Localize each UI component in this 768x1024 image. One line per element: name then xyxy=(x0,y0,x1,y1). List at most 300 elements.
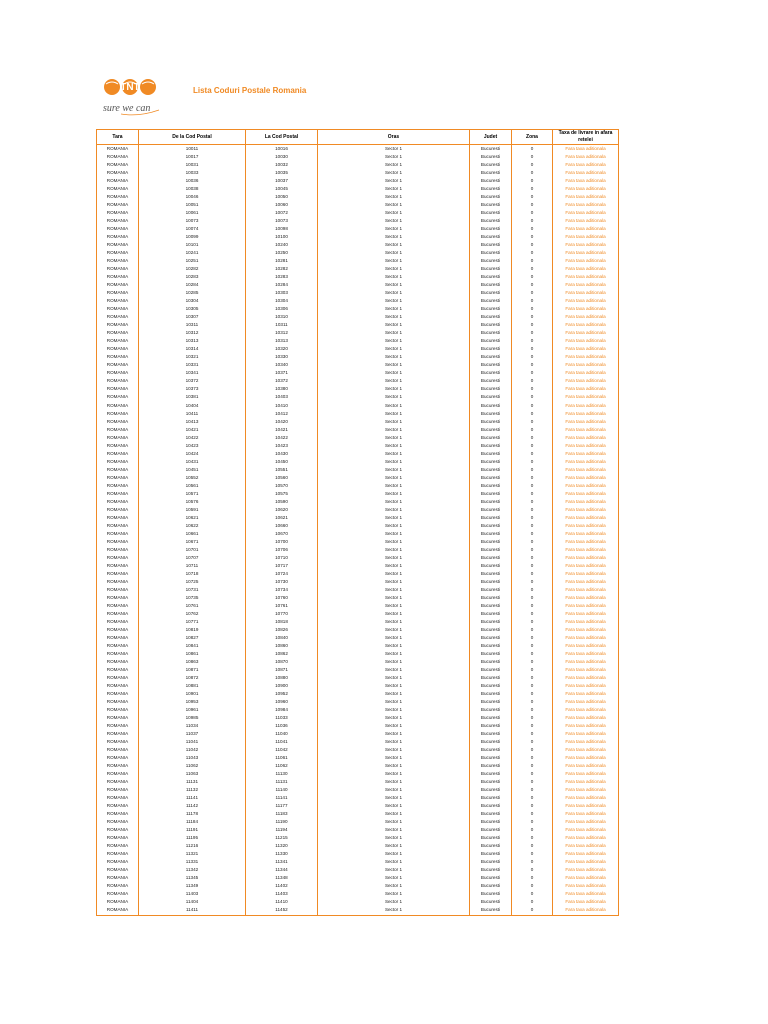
cell-zona: 0 xyxy=(512,794,553,802)
cell-la-cod-postal: 10100 xyxy=(246,233,318,241)
cell-oras: Sector 1 xyxy=(318,225,470,233)
cell-oras: Sector 1 xyxy=(318,145,470,154)
cell-la-cod-postal: 10320 xyxy=(246,345,318,353)
cell-de-la-cod-postal: 11349 xyxy=(139,882,246,890)
cell-oras: Sector 1 xyxy=(318,586,470,594)
cell-de-la-cod-postal: 10762 xyxy=(139,610,246,618)
cell-tara: ROMANIA xyxy=(97,185,139,193)
cell-zona: 0 xyxy=(512,209,553,217)
column-header-tara: Tara xyxy=(97,130,139,145)
cell-de-la-cod-postal: 10031 xyxy=(139,161,246,169)
cell-de-la-cod-postal: 11062 xyxy=(139,762,246,770)
cell-la-cod-postal: 11041 xyxy=(246,738,318,746)
cell-de-la-cod-postal: 10861 xyxy=(139,650,246,658)
cell-oras: Sector 1 xyxy=(318,177,470,185)
cell-tara: ROMANIA xyxy=(97,466,139,474)
cell-judet: Bucuresti xyxy=(470,522,512,530)
cell-la-cod-postal: 11131 xyxy=(246,778,318,786)
cell-taxa: Fara taxa aditionala xyxy=(553,754,619,762)
cell-zona: 0 xyxy=(512,602,553,610)
cell-tara: ROMANIA xyxy=(97,385,139,393)
table-row xyxy=(97,233,619,241)
cell-judet: Bucuresti xyxy=(470,706,512,714)
cell-tara: ROMANIA xyxy=(97,690,139,698)
cell-tara: ROMANIA xyxy=(97,418,139,426)
cell-zona: 0 xyxy=(512,345,553,353)
cell-la-cod-postal: 10045 xyxy=(246,185,318,193)
cell-de-la-cod-postal: 11041 xyxy=(139,738,246,746)
cell-la-cod-postal: 11341 xyxy=(246,858,318,866)
cell-judet: Bucuresti xyxy=(470,289,512,297)
column-header-oras: Oras xyxy=(318,130,470,145)
cell-zona: 0 xyxy=(512,169,553,177)
table-row xyxy=(97,722,619,730)
table-row xyxy=(97,385,619,393)
table-row xyxy=(97,826,619,834)
cell-oras: Sector 1 xyxy=(318,746,470,754)
cell-judet: Bucuresti xyxy=(470,169,512,177)
cell-zona: 0 xyxy=(512,770,553,778)
cell-la-cod-postal: 10700 xyxy=(246,538,318,546)
cell-tara: ROMANIA xyxy=(97,898,139,906)
cell-oras: Sector 1 xyxy=(318,706,470,714)
cell-de-la-cod-postal: 10711 xyxy=(139,562,246,570)
cell-taxa: Fara taxa aditionala xyxy=(553,874,619,882)
cell-zona: 0 xyxy=(512,305,553,313)
cell-oras: Sector 1 xyxy=(318,345,470,353)
cell-judet: Bucuresti xyxy=(470,682,512,690)
cell-judet: Bucuresti xyxy=(470,546,512,554)
cell-oras: Sector 1 xyxy=(318,305,470,313)
cell-tara: ROMANIA xyxy=(97,281,139,289)
cell-tara: ROMANIA xyxy=(97,546,139,554)
cell-judet: Bucuresti xyxy=(470,650,512,658)
cell-de-la-cod-postal: 10591 xyxy=(139,506,246,514)
table-row xyxy=(97,402,619,410)
cell-oras: Sector 1 xyxy=(318,257,470,265)
cell-judet: Bucuresti xyxy=(470,530,512,538)
cell-zona: 0 xyxy=(512,193,553,201)
table-row xyxy=(97,578,619,586)
cell-zona: 0 xyxy=(512,257,553,265)
cell-zona: 0 xyxy=(512,690,553,698)
cell-taxa: Fara taxa aditionala xyxy=(553,177,619,185)
cell-oras: Sector 1 xyxy=(318,794,470,802)
table-row xyxy=(97,418,619,426)
cell-tara: ROMANIA xyxy=(97,177,139,185)
cell-de-la-cod-postal: 10033 xyxy=(139,169,246,177)
cell-de-la-cod-postal: 10073 xyxy=(139,217,246,225)
cell-zona: 0 xyxy=(512,353,553,361)
cell-oras: Sector 1 xyxy=(318,538,470,546)
cell-de-la-cod-postal: 10731 xyxy=(139,586,246,594)
cell-zona: 0 xyxy=(512,810,553,818)
cell-la-cod-postal: 10283 xyxy=(246,273,318,281)
cell-tara: ROMANIA xyxy=(97,722,139,730)
cell-taxa: Fara taxa aditionala xyxy=(553,249,619,257)
cell-judet: Bucuresti xyxy=(470,714,512,722)
cell-judet: Bucuresti xyxy=(470,442,512,450)
cell-tara: ROMANIA xyxy=(97,490,139,498)
cell-de-la-cod-postal: 10404 xyxy=(139,402,246,410)
cell-zona: 0 xyxy=(512,746,553,754)
cell-oras: Sector 1 xyxy=(318,634,470,642)
cell-oras: Sector 1 xyxy=(318,249,470,257)
cell-zona: 0 xyxy=(512,442,553,450)
table-row xyxy=(97,169,619,177)
cell-oras: Sector 1 xyxy=(318,209,470,217)
cell-tara: ROMANIA xyxy=(97,145,139,154)
cell-zona: 0 xyxy=(512,289,553,297)
cell-taxa: Fara taxa aditionala xyxy=(553,241,619,249)
cell-taxa: Fara taxa aditionala xyxy=(553,257,619,265)
cell-judet: Bucuresti xyxy=(470,329,512,337)
cell-taxa: Fara taxa aditionala xyxy=(553,161,619,169)
cell-oras: Sector 1 xyxy=(318,610,470,618)
cell-judet: Bucuresti xyxy=(470,898,512,906)
cell-de-la-cod-postal: 11195 xyxy=(139,834,246,842)
cell-la-cod-postal: 10984 xyxy=(246,706,318,714)
cell-oras: Sector 1 xyxy=(318,434,470,442)
cell-de-la-cod-postal: 10373 xyxy=(139,385,246,393)
cell-la-cod-postal: 11040 xyxy=(246,730,318,738)
cell-zona: 0 xyxy=(512,570,553,578)
cell-zona: 0 xyxy=(512,361,553,369)
cell-judet: Bucuresti xyxy=(470,602,512,610)
cell-de-la-cod-postal: 11132 xyxy=(139,786,246,794)
cell-taxa: Fara taxa aditionala xyxy=(553,842,619,850)
cell-de-la-cod-postal: 11411 xyxy=(139,906,246,915)
table-row xyxy=(97,730,619,738)
cell-tara: ROMANIA xyxy=(97,506,139,514)
cell-la-cod-postal: 10371 xyxy=(246,369,318,377)
column-header-judet: Judet xyxy=(470,130,512,145)
cell-tara: ROMANIA xyxy=(97,337,139,345)
cell-judet: Bucuresti xyxy=(470,858,512,866)
cell-taxa: Fara taxa aditionala xyxy=(553,826,619,834)
cell-zona: 0 xyxy=(512,842,553,850)
cell-zona: 0 xyxy=(512,898,553,906)
cell-tara: ROMANIA xyxy=(97,249,139,257)
cell-la-cod-postal: 11194 xyxy=(246,826,318,834)
cell-la-cod-postal: 10960 xyxy=(246,698,318,706)
cell-judet: Bucuresti xyxy=(470,369,512,377)
cell-tara: ROMANIA xyxy=(97,602,139,610)
cell-zona: 0 xyxy=(512,538,553,546)
cell-oras: Sector 1 xyxy=(318,377,470,385)
cell-la-cod-postal: 10098 xyxy=(246,225,318,233)
cell-judet: Bucuresti xyxy=(470,642,512,650)
cell-judet: Bucuresti xyxy=(470,361,512,369)
cell-zona: 0 xyxy=(512,714,553,722)
cell-tara: ROMANIA xyxy=(97,562,139,570)
cell-zona: 0 xyxy=(512,273,553,281)
cell-de-la-cod-postal: 10422 xyxy=(139,434,246,442)
cell-de-la-cod-postal: 10819 xyxy=(139,626,246,634)
cell-oras: Sector 1 xyxy=(318,738,470,746)
cell-taxa: Fara taxa aditionala xyxy=(553,890,619,898)
cell-tara: ROMANIA xyxy=(97,658,139,666)
table-row xyxy=(97,257,619,265)
cell-oras: Sector 1 xyxy=(318,666,470,674)
table-row xyxy=(97,153,619,161)
cell-taxa: Fara taxa aditionala xyxy=(553,450,619,458)
cell-de-la-cod-postal: 10038 xyxy=(139,185,246,193)
cell-de-la-cod-postal: 10321 xyxy=(139,353,246,361)
table-row xyxy=(97,458,619,466)
table-row xyxy=(97,145,619,154)
table-row xyxy=(97,778,619,786)
cell-la-cod-postal: 10050 xyxy=(246,193,318,201)
cell-zona: 0 xyxy=(512,906,553,915)
cell-de-la-cod-postal: 10571 xyxy=(139,490,246,498)
table-row xyxy=(97,193,619,201)
table-row xyxy=(97,281,619,289)
cell-judet: Bucuresti xyxy=(470,185,512,193)
cell-la-cod-postal: 10590 xyxy=(246,498,318,506)
cell-oras: Sector 1 xyxy=(318,906,470,915)
cell-judet: Bucuresti xyxy=(470,177,512,185)
cell-judet: Bucuresti xyxy=(470,466,512,474)
cell-de-la-cod-postal: 10099 xyxy=(139,233,246,241)
cell-de-la-cod-postal: 11321 xyxy=(139,850,246,858)
column-header-zona: Zona xyxy=(512,130,553,145)
cell-zona: 0 xyxy=(512,161,553,169)
cell-tara: ROMANIA xyxy=(97,802,139,810)
cell-tara: ROMANIA xyxy=(97,882,139,890)
cell-la-cod-postal: 10312 xyxy=(246,329,318,337)
cell-la-cod-postal: 11061 xyxy=(246,754,318,762)
cell-taxa: Fara taxa aditionala xyxy=(553,858,619,866)
cell-zona: 0 xyxy=(512,450,553,458)
cell-zona: 0 xyxy=(512,562,553,570)
cell-oras: Sector 1 xyxy=(318,185,470,193)
cell-oras: Sector 1 xyxy=(318,530,470,538)
cell-la-cod-postal: 10840 xyxy=(246,634,318,642)
cell-judet: Bucuresti xyxy=(470,786,512,794)
cell-oras: Sector 1 xyxy=(318,802,470,810)
cell-taxa: Fara taxa aditionala xyxy=(553,722,619,730)
table-row xyxy=(97,682,619,690)
cell-judet: Bucuresti xyxy=(470,305,512,313)
cell-oras: Sector 1 xyxy=(318,410,470,418)
cell-judet: Bucuresti xyxy=(470,402,512,410)
cell-de-la-cod-postal: 10282 xyxy=(139,265,246,273)
cell-oras: Sector 1 xyxy=(318,690,470,698)
cell-taxa: Fara taxa aditionala xyxy=(553,866,619,874)
cell-judet: Bucuresti xyxy=(470,217,512,225)
table-row xyxy=(97,201,619,209)
cell-de-la-cod-postal: 11331 xyxy=(139,858,246,866)
table-row xyxy=(97,345,619,353)
cell-zona: 0 xyxy=(512,474,553,482)
cell-tara: ROMANIA xyxy=(97,265,139,273)
cell-judet: Bucuresti xyxy=(470,249,512,257)
cell-taxa: Fara taxa aditionala xyxy=(553,434,619,442)
table-row xyxy=(97,650,619,658)
cell-judet: Bucuresti xyxy=(470,562,512,570)
cell-taxa: Fara taxa aditionala xyxy=(553,402,619,410)
logo-ball-right xyxy=(140,79,156,95)
cell-oras: Sector 1 xyxy=(318,682,470,690)
cell-zona: 0 xyxy=(512,393,553,401)
cell-zona: 0 xyxy=(512,145,553,154)
cell-tara: ROMANIA xyxy=(97,538,139,546)
cell-zona: 0 xyxy=(512,618,553,626)
cell-oras: Sector 1 xyxy=(318,514,470,522)
cell-judet: Bucuresti xyxy=(470,426,512,434)
cell-taxa: Fara taxa aditionala xyxy=(553,145,619,154)
table-row xyxy=(97,217,619,225)
cell-zona: 0 xyxy=(512,530,553,538)
cell-judet: Bucuresti xyxy=(470,514,512,522)
logo-brand-text: TNT xyxy=(120,82,140,93)
table-row xyxy=(97,490,619,498)
cell-zona: 0 xyxy=(512,153,553,161)
cell-taxa: Fara taxa aditionala xyxy=(553,217,619,225)
cell-zona: 0 xyxy=(512,201,553,209)
table-row xyxy=(97,450,619,458)
cell-oras: Sector 1 xyxy=(318,169,470,177)
cell-la-cod-postal: 10730 xyxy=(246,578,318,586)
cell-tara: ROMANIA xyxy=(97,634,139,642)
cell-taxa: Fara taxa aditionala xyxy=(553,898,619,906)
cell-de-la-cod-postal: 10424 xyxy=(139,450,246,458)
cell-oras: Sector 1 xyxy=(318,297,470,305)
cell-la-cod-postal: 11402 xyxy=(246,882,318,890)
table-row xyxy=(97,482,619,490)
cell-tara: ROMANIA xyxy=(97,746,139,754)
cell-taxa: Fara taxa aditionala xyxy=(553,626,619,634)
cell-oras: Sector 1 xyxy=(318,337,470,345)
cell-oras: Sector 1 xyxy=(318,361,470,369)
cell-zona: 0 xyxy=(512,458,553,466)
cell-la-cod-postal: 10560 xyxy=(246,474,318,482)
cell-de-la-cod-postal: 10305 xyxy=(139,305,246,313)
cell-judet: Bucuresti xyxy=(470,818,512,826)
table-row xyxy=(97,530,619,538)
table-row xyxy=(97,177,619,185)
column-header-de-la-cod-postal: De la Cod Postal xyxy=(139,130,246,145)
table-row xyxy=(97,265,619,273)
cell-tara: ROMANIA xyxy=(97,874,139,882)
table-row xyxy=(97,666,619,674)
cell-taxa: Fara taxa aditionala xyxy=(553,418,619,426)
cell-oras: Sector 1 xyxy=(318,578,470,586)
cell-oras: Sector 1 xyxy=(318,385,470,393)
cell-la-cod-postal: 10412 xyxy=(246,410,318,418)
table-row xyxy=(97,738,619,746)
cell-taxa: Fara taxa aditionala xyxy=(553,834,619,842)
cell-tara: ROMANIA xyxy=(97,329,139,337)
cell-tara: ROMANIA xyxy=(97,498,139,506)
cell-tara: ROMANIA xyxy=(97,530,139,538)
cell-tara: ROMANIA xyxy=(97,474,139,482)
cell-taxa: Fara taxa aditionala xyxy=(553,377,619,385)
cell-de-la-cod-postal: 10561 xyxy=(139,482,246,490)
cell-oras: Sector 1 xyxy=(318,369,470,377)
cell-taxa: Fara taxa aditionala xyxy=(553,802,619,810)
cell-la-cod-postal: 11141 xyxy=(246,794,318,802)
cell-oras: Sector 1 xyxy=(318,882,470,890)
cell-oras: Sector 1 xyxy=(318,730,470,738)
table-row xyxy=(97,185,619,193)
cell-la-cod-postal: 10304 xyxy=(246,297,318,305)
cell-zona: 0 xyxy=(512,674,553,682)
cell-judet: Bucuresti xyxy=(470,538,512,546)
cell-taxa: Fara taxa aditionala xyxy=(553,273,619,281)
cell-zona: 0 xyxy=(512,826,553,834)
cell-tara: ROMANIA xyxy=(97,730,139,738)
table-row xyxy=(97,289,619,297)
cell-la-cod-postal: 10403 xyxy=(246,393,318,401)
cell-taxa: Fara taxa aditionala xyxy=(553,426,619,434)
cell-zona: 0 xyxy=(512,762,553,770)
cell-judet: Bucuresti xyxy=(470,297,512,305)
cell-de-la-cod-postal: 10872 xyxy=(139,674,246,682)
cell-taxa: Fara taxa aditionala xyxy=(553,361,619,369)
cell-la-cod-postal: 10422 xyxy=(246,434,318,442)
table-row xyxy=(97,442,619,450)
cell-taxa: Fara taxa aditionala xyxy=(553,594,619,602)
table-row xyxy=(97,746,619,754)
cell-tara: ROMANIA xyxy=(97,458,139,466)
cell-taxa: Fara taxa aditionala xyxy=(553,658,619,666)
cell-oras: Sector 1 xyxy=(318,321,470,329)
table-row xyxy=(97,329,619,337)
table-row xyxy=(97,249,619,257)
cell-tara: ROMANIA xyxy=(97,578,139,586)
cell-tara: ROMANIA xyxy=(97,674,139,682)
cell-taxa: Fara taxa aditionala xyxy=(553,281,619,289)
cell-de-la-cod-postal: 10381 xyxy=(139,393,246,401)
cell-zona: 0 xyxy=(512,466,553,474)
cell-judet: Bucuresti xyxy=(470,193,512,201)
cell-zona: 0 xyxy=(512,297,553,305)
cell-la-cod-postal: 10760 xyxy=(246,594,318,602)
cell-judet: Bucuresti xyxy=(470,826,512,834)
cell-la-cod-postal: 10570 xyxy=(246,482,318,490)
cell-oras: Sector 1 xyxy=(318,618,470,626)
table-row xyxy=(97,690,619,698)
cell-judet: Bucuresti xyxy=(470,618,512,626)
cell-oras: Sector 1 xyxy=(318,490,470,498)
cell-de-la-cod-postal: 10827 xyxy=(139,634,246,642)
cell-judet: Bucuresti xyxy=(470,874,512,882)
cell-de-la-cod-postal: 10313 xyxy=(139,337,246,345)
cell-tara: ROMANIA xyxy=(97,594,139,602)
cell-oras: Sector 1 xyxy=(318,834,470,842)
cell-taxa: Fara taxa aditionala xyxy=(553,466,619,474)
cell-zona: 0 xyxy=(512,722,553,730)
cell-la-cod-postal: 10621 xyxy=(246,514,318,522)
cell-judet: Bucuresti xyxy=(470,490,512,498)
cell-de-la-cod-postal: 11178 xyxy=(139,810,246,818)
cell-zona: 0 xyxy=(512,778,553,786)
cell-judet: Bucuresti xyxy=(470,690,512,698)
cell-tara: ROMANIA xyxy=(97,345,139,353)
cell-tara: ROMANIA xyxy=(97,666,139,674)
cell-la-cod-postal: 10380 xyxy=(246,385,318,393)
cell-zona: 0 xyxy=(512,738,553,746)
table-row xyxy=(97,866,619,874)
cell-judet: Bucuresti xyxy=(470,850,512,858)
cell-la-cod-postal: 10710 xyxy=(246,554,318,562)
table-row xyxy=(97,225,619,233)
cell-de-la-cod-postal: 10621 xyxy=(139,514,246,522)
cell-de-la-cod-postal: 10701 xyxy=(139,546,246,554)
table-row xyxy=(97,313,619,321)
